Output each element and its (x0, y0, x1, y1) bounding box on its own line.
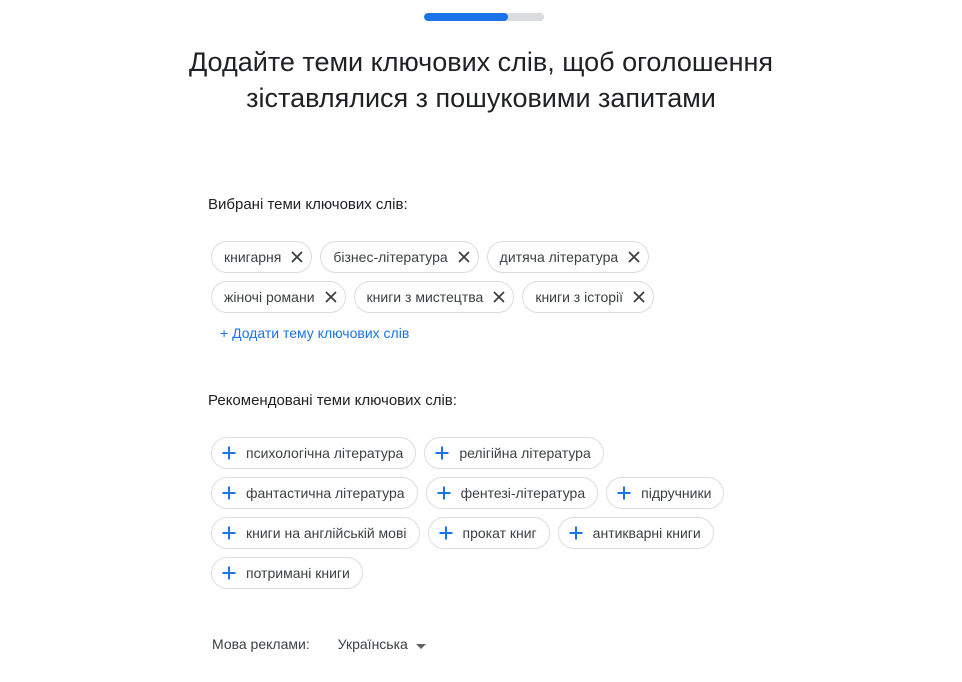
chip-label: антикварні книги (592, 525, 701, 541)
selected-theme-chip[interactable] (354, 281, 515, 313)
chip-label: книги з мистецтва (366, 289, 484, 305)
chip-label: дитяча література (499, 249, 619, 265)
chip-label: психологічна література (246, 445, 404, 461)
chip-label: книги на англійській мові (246, 525, 407, 541)
recommended-theme-chip[interactable] (606, 477, 724, 509)
chip-label: фантастична література (246, 485, 405, 501)
close-icon[interactable] (628, 251, 640, 263)
ad-language-row (212, 636, 426, 652)
plus-icon (435, 446, 449, 460)
chip-label: книги з історії (535, 289, 624, 305)
plus-icon (222, 526, 236, 540)
plus-icon (222, 486, 236, 500)
selected-theme-chip[interactable] (522, 281, 654, 313)
recommended-theme-chip[interactable] (211, 557, 363, 589)
close-icon[interactable] (633, 291, 645, 303)
plus-icon (222, 446, 236, 460)
plus-icon (569, 526, 583, 540)
chip-label: потримані книги (246, 565, 350, 581)
chip-label: жіночі романи (224, 289, 315, 305)
ad-language-select[interactable] (338, 636, 426, 652)
selected-themes-list (211, 241, 771, 313)
add-keyword-theme-link[interactable]: + Додати тему ключових слів (220, 325, 410, 341)
recommended-theme-chip[interactable] (211, 477, 418, 509)
recommended-theme-chip[interactable] (428, 517, 550, 549)
chip-label: фентезі-література (460, 485, 586, 501)
close-icon[interactable] (291, 251, 303, 263)
selected-theme-chip[interactable] (487, 241, 650, 273)
plus-icon (222, 566, 236, 580)
chip-label: підручники (641, 485, 712, 501)
recommended-themes-list (211, 437, 771, 589)
selected-themes-label: Вибрані теми ключових слів: (208, 196, 408, 213)
recommended-theme-chip[interactable] (211, 437, 416, 469)
caret-down-icon (416, 636, 426, 652)
recommended-themes-label: Рекомендовані теми ключових слів: (208, 392, 457, 409)
close-icon[interactable] (325, 291, 337, 303)
recommended-theme-chip[interactable] (211, 517, 420, 549)
close-icon[interactable] (493, 291, 505, 303)
close-icon[interactable] (458, 251, 470, 263)
progress-bar-fill (424, 13, 508, 21)
selected-theme-chip[interactable] (211, 241, 312, 273)
recommended-theme-chip[interactable] (558, 517, 714, 549)
ad-language-label: Мова реклами: (212, 636, 310, 652)
plus-icon (439, 526, 453, 540)
ad-language-value: Українська (337, 636, 408, 652)
selected-theme-chip[interactable] (211, 281, 346, 313)
recommended-theme-chip[interactable] (426, 477, 599, 509)
selected-theme-chip[interactable] (320, 241, 478, 273)
chip-label: прокат книг (462, 525, 537, 541)
plus-icon (617, 486, 631, 500)
progress-bar (424, 13, 544, 21)
page-title: Додайте теми ключових слів, щоб оголошення зіставлялися з пошуковими запитами (188, 47, 774, 113)
chip-label: книгарня (224, 249, 282, 265)
plus-icon (437, 486, 451, 500)
chip-label: релігійна література (459, 445, 591, 461)
recommended-theme-chip[interactable] (424, 437, 603, 469)
chip-label: бізнес-література (333, 249, 448, 265)
